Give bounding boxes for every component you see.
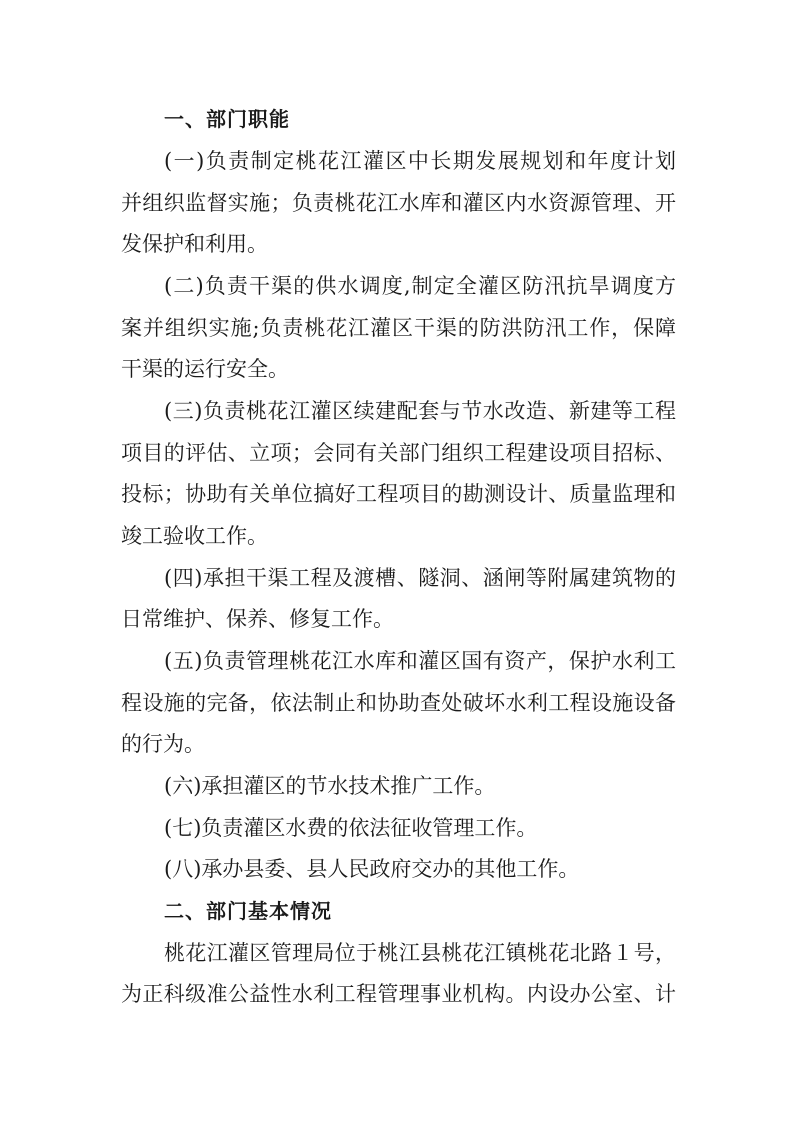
paragraph-line: (五)负责管理桃花江水库和灌区国有资产，保护水利工 <box>164 649 676 673</box>
paragraph-line: 投标；协助有关单位搞好工程项目的勘测设计、质量监理和 <box>121 482 676 506</box>
paragraph-line: (三)负责桃花江灌区续建配套与节水改造、新建等工程 <box>164 399 676 423</box>
paragraph-line: 竣工验收工作。 <box>121 524 268 548</box>
paragraph-line: (七)负责灌区水费的依法征收管理工作。 <box>164 816 538 840</box>
section-heading: 二、部门基本情况 <box>164 899 332 923</box>
section-heading: 一、部门职能 <box>164 107 290 131</box>
paragraph-line: 桃花江灌区管理局位于桃江县桃花江镇桃花北路１号， <box>164 941 676 965</box>
paragraph-line: 发保护和利用。 <box>121 232 268 256</box>
paragraph-line: 程设施的完备，依法制止和协助查处破坏水利工程设施设备 <box>121 691 676 715</box>
paragraph-line: 为正科级准公益性水利工程管理事业机构。内设办公室、计 <box>121 982 676 1006</box>
paragraph-line: 干渠的运行安全。 <box>121 357 289 381</box>
paragraph-line: 项目的评估、立项；会同有关部门组织工程建设项目招标、 <box>121 441 676 465</box>
paragraph-line: 并组织监督实施；负责桃花江水库和灌区内水资源管理、开 <box>121 191 676 215</box>
paragraph-line: (四)承担干渠工程及渡槽、隧洞、涵闸等附属建筑物的 <box>164 566 676 590</box>
paragraph-line: (六)承担灌区的节水技术推广工作。 <box>164 774 496 798</box>
paragraph-line: 案并组织实施;负责桃花江灌区干渠的防洪防汛工作，保障 <box>121 316 676 340</box>
paragraph-line: (二)负责干渠的供水调度,制定全灌区防汛抗旱调度方 <box>164 274 676 298</box>
paragraph-line: 的行为。 <box>121 732 205 756</box>
paragraph-line: (一)负责制定桃花江灌区中长期发展规划和年度计划 <box>164 149 676 173</box>
paragraph-line: 日常维护、保养、修复工作。 <box>121 607 394 631</box>
paragraph-line: (八)承办县委、县人民政府交办的其他工作。 <box>164 857 580 881</box>
